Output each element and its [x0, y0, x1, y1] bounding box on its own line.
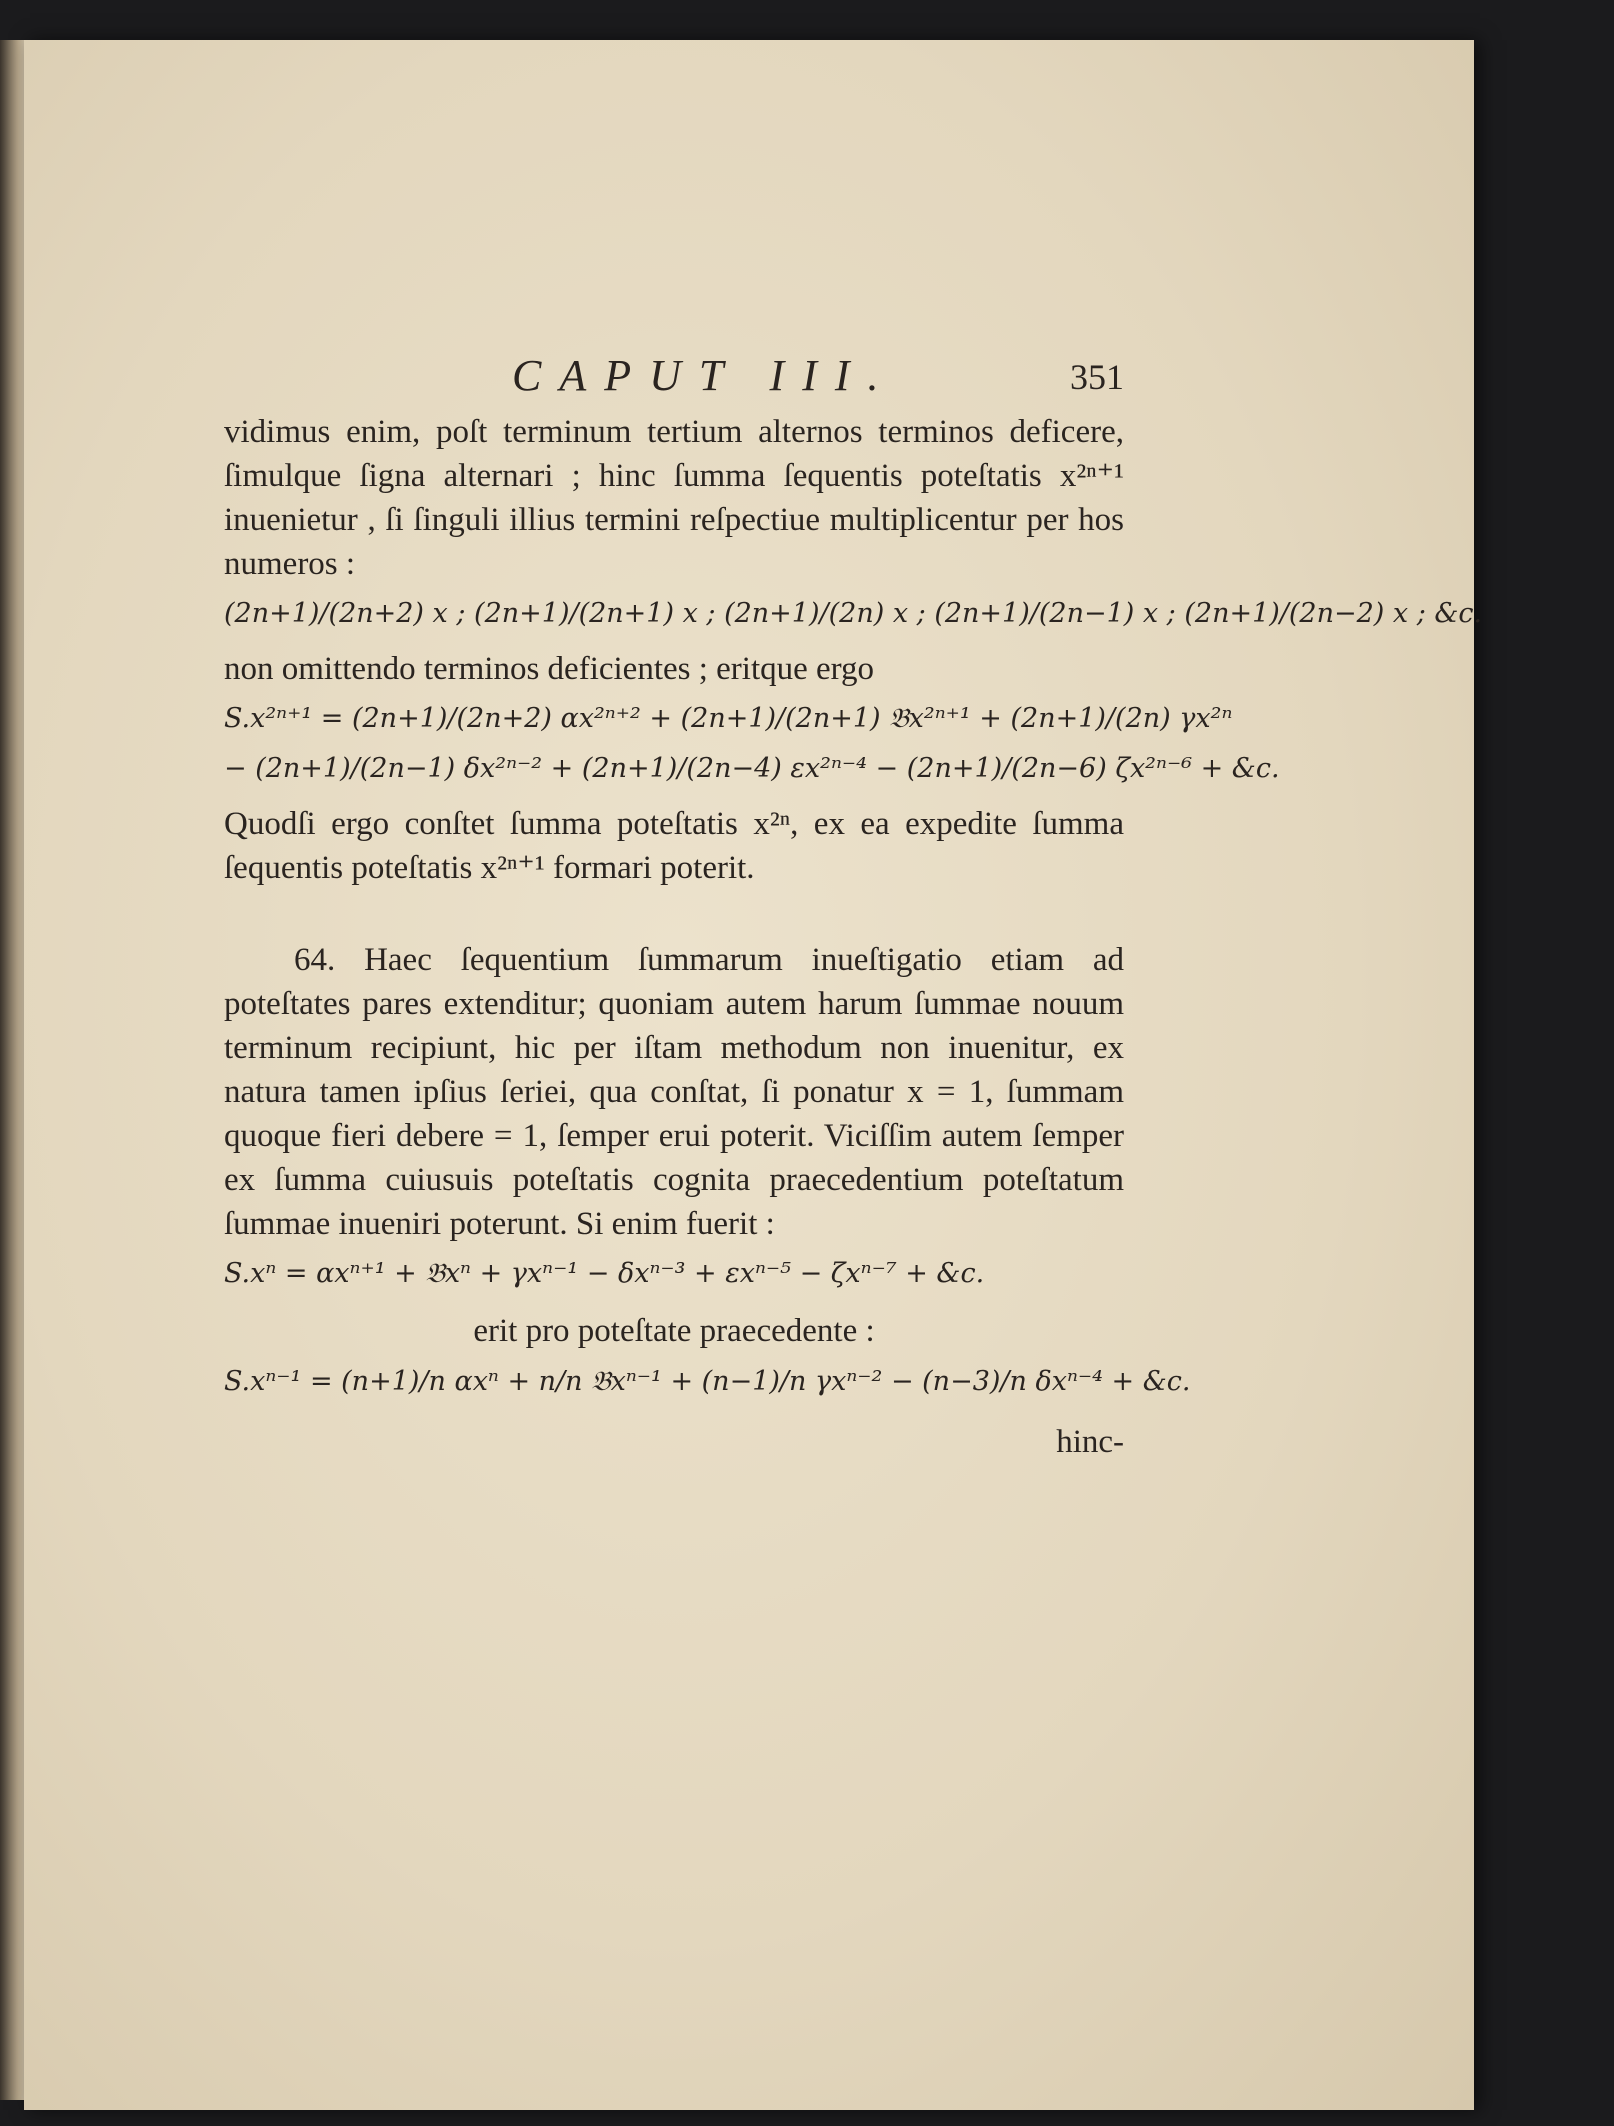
book-page	[24, 40, 1483, 2110]
book-spine	[0, 40, 26, 2100]
formula-sum-odd-power: S.x²ⁿ⁺¹ = (2n+1)/(2n+2) αx²ⁿ⁺² + (2n+1)/(2n+1) 𝔅x²ⁿ⁺¹ + (2n+1)/(2n) γx²ⁿ	[224, 703, 1233, 734]
catchword: hinc-	[1056, 1424, 1124, 1460]
chapter-title: CAPUT III.	[512, 351, 897, 400]
paragraph-1: vidimus enim, poſt terminum tertium alternos terminos deficere, ſimulque ſigna alternari ; hinc ſumma ſequentis poteſtatis x²ⁿ⁺¹ inuenietur , ſi ſinguli illius termini reſpectiue multiplicentur per hos numeros :	[224, 414, 1124, 582]
paragraph-5: erit pro poteſtate praecedente :	[473, 1313, 875, 1349]
paragraph-2: non omittendo terminos deficientes ; eritque ergo	[224, 651, 875, 687]
paragraph-section-64: 64. Haec ſequentium ſummarum inueſtigatio etiam ad poteſtates pares extenditur; quoniam autem harum ſummae nouum terminum recipiunt, hic per iſtam methodum non inuenitur, ex natura tamen ipſius ſeriei, qua conſtat, ſi ponatur x = 1, ſummam quoque fieri debere = 1, ſemper erui poterit. Viciſſim autem ſemper ex ſumma cuiusuis poteſtatis cognita praecedentium poteſtatum ſummae inueniri poterunt. Si enim fuerit :	[224, 942, 1124, 1242]
formula-sum-odd-power-continued: − (2n+1)/(2n−1) δx²ⁿ⁻² + (2n+1)/(2n−4) εx²ⁿ⁻⁴ − (2n+1)/(2n−6) ζx²ⁿ⁻⁶ + &c.	[224, 753, 1280, 784]
page-number: 351	[1070, 357, 1124, 397]
paragraph-3: Quodſi ergo conſtet ſumma poteſtatis x²ⁿ, ex ea expedite ſumma ſequentis poteſtatis x²ⁿ⁺¹ formari poterit.	[224, 806, 1124, 886]
page-content	[224, 320, 1483, 1461]
running-header	[224, 320, 1124, 410]
formula-multipliers: (2n+1)/(2n+2) x ; (2n+1)/(2n+1) x ; (2n+1)/(2n) x ; (2n+1)/(2n−1) x ; (2n+1)/(2n−2) x ; &c.	[224, 598, 1483, 629]
formula-sum-power-n: S.xⁿ = αxⁿ⁺¹ + 𝔅xⁿ + γxⁿ⁻¹ − δxⁿ⁻³ + εxⁿ⁻⁵ − ζxⁿ⁻⁷ + &c.	[224, 1258, 985, 1289]
formula-sum-power-n-minus-1: S.xⁿ⁻¹ = (n+1)/n αxⁿ + n/n 𝔅xⁿ⁻¹ + (n−1)/n γxⁿ⁻² − (n−3)/n δxⁿ⁻⁴ + &c.	[224, 1366, 1191, 1397]
